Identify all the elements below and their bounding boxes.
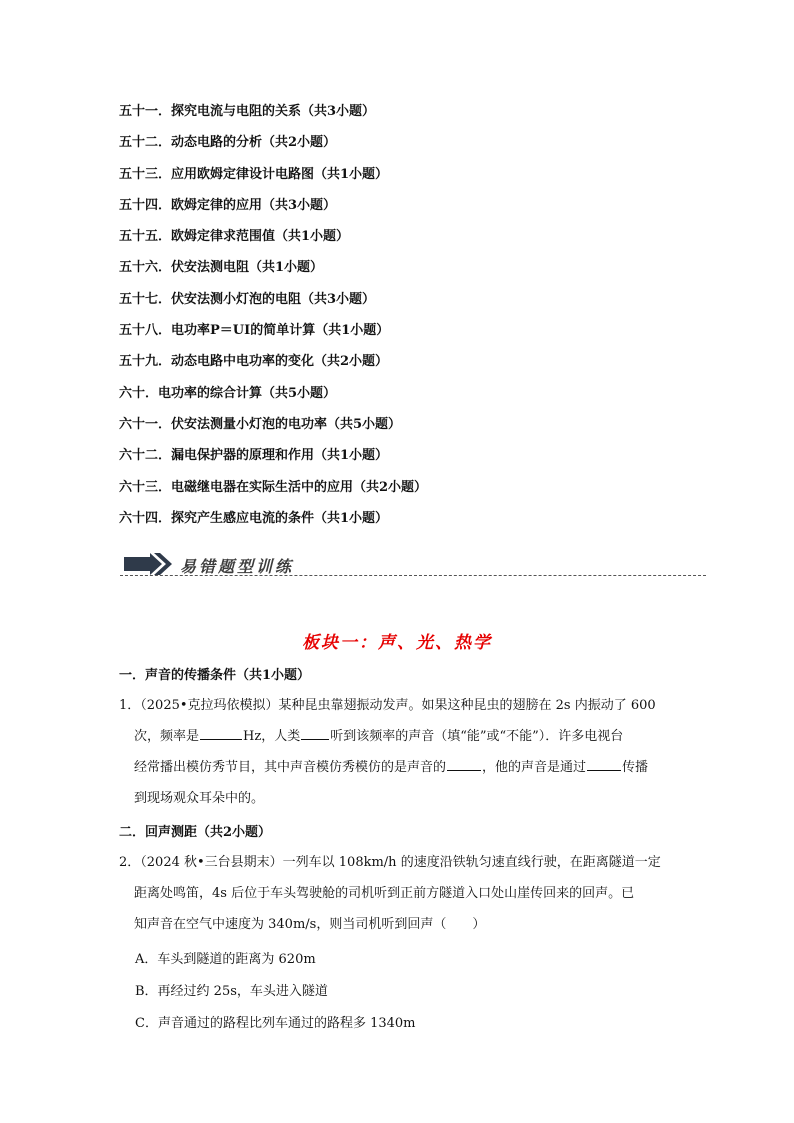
topic-item: 六十一．伏安法测量小灯泡的电功率（共5小题） [119, 416, 402, 432]
section-banner [120, 551, 706, 579]
topic-item: 五十三．应用欧姆定律设计电路图（共1小题） [119, 166, 389, 182]
question-group-heading: 二．回声测距（共2小题） [119, 825, 272, 840]
topic-item: 五十七．伏安法测小灯泡的电阻（共3小题） [119, 291, 376, 307]
question-text: 距离处鸣笛，4s 后位于车头驾驶舱的司机听到正前方隧道入口处山崖传回来的回声。已 [134, 886, 635, 901]
topic-item: 五十五．欧姆定律求范围值（共1小题） [119, 229, 350, 245]
topic-item: 六十三．电磁继电器在实际生活中的应用（共2小题） [119, 479, 428, 495]
question-text [119, 752, 689, 783]
text-run: 传播 [622, 760, 649, 775]
topic-item: 五十二．动态电路的分析（共2小题） [119, 135, 337, 151]
text-run: ，他的声音是通过 [482, 760, 587, 775]
topic-item: 五十九．动态电路中电功率的变化（共2小题） [119, 354, 389, 370]
question-text: 2．（2024 秋•三台县期末）一列车以 108km/h 的速度沿铁轨匀速直线行驶，在距离隧道一定 [119, 855, 661, 870]
topic-item: 五十八．电功率P＝UI的简单计算（共1小题） [119, 323, 390, 339]
text-run: Hz，人类 [243, 729, 301, 744]
question-1 [119, 690, 689, 814]
question-group-heading: 一．声音的传播条件（共1小题） [119, 668, 311, 683]
topic-item: 六十．电功率的综合计算（共5小题） [119, 385, 337, 401]
text-run: 听到该频率的声音（填“能”或“不能”）．许多电视台 [330, 729, 624, 744]
answer-option[interactable]: A．车头到隧道的距离为 620m [135, 952, 316, 967]
topic-item: 五十一．探究电流与电阻的关系（共3小题） [119, 104, 376, 119]
answer-option[interactable]: B．再经过约 25s，车头进入隧道 [135, 984, 328, 999]
answer-blank[interactable] [200, 725, 242, 740]
question-2 [119, 847, 689, 940]
text-run: 次，频率是 [134, 729, 200, 744]
answer-blank[interactable] [587, 756, 621, 771]
topic-item: 五十四．欧姆定律的应用（共3小题） [119, 197, 337, 213]
banner-title: 易错题型训练 [180, 557, 295, 576]
question-text [119, 721, 689, 752]
section-title: 板块一：声、光、热学 [302, 633, 492, 653]
text-run: 经常播出模仿秀节目，其中声音模仿秀模仿的是声音的 [134, 760, 447, 775]
answer-blank[interactable] [301, 725, 329, 740]
dashed-divider [120, 575, 706, 576]
topic-item: 六十四．探究产生感应电流的条件（共1小题） [119, 510, 389, 526]
answer-blank[interactable] [447, 756, 481, 771]
topic-item: 五十六．伏安法测电阻（共1小题） [119, 260, 324, 276]
question-text: 到现场观众耳朵中的。 [134, 791, 265, 806]
answer-option[interactable]: C．声音通过的路程比列车通过的路程多 1340m [135, 1016, 416, 1031]
topic-list [119, 103, 699, 541]
question-text: 1．（2025•克拉玛依模拟）某种昆虫靠翅振动发声。如果这种昆虫的翅膀在 2s 内振动了 600 [119, 698, 656, 713]
question-text: 知声音在空气中速度为 340m/s，则当司机听到回声（ ） [134, 917, 486, 932]
topic-item: 六十二．漏电保护器的原理和作用（共1小题） [119, 448, 389, 464]
